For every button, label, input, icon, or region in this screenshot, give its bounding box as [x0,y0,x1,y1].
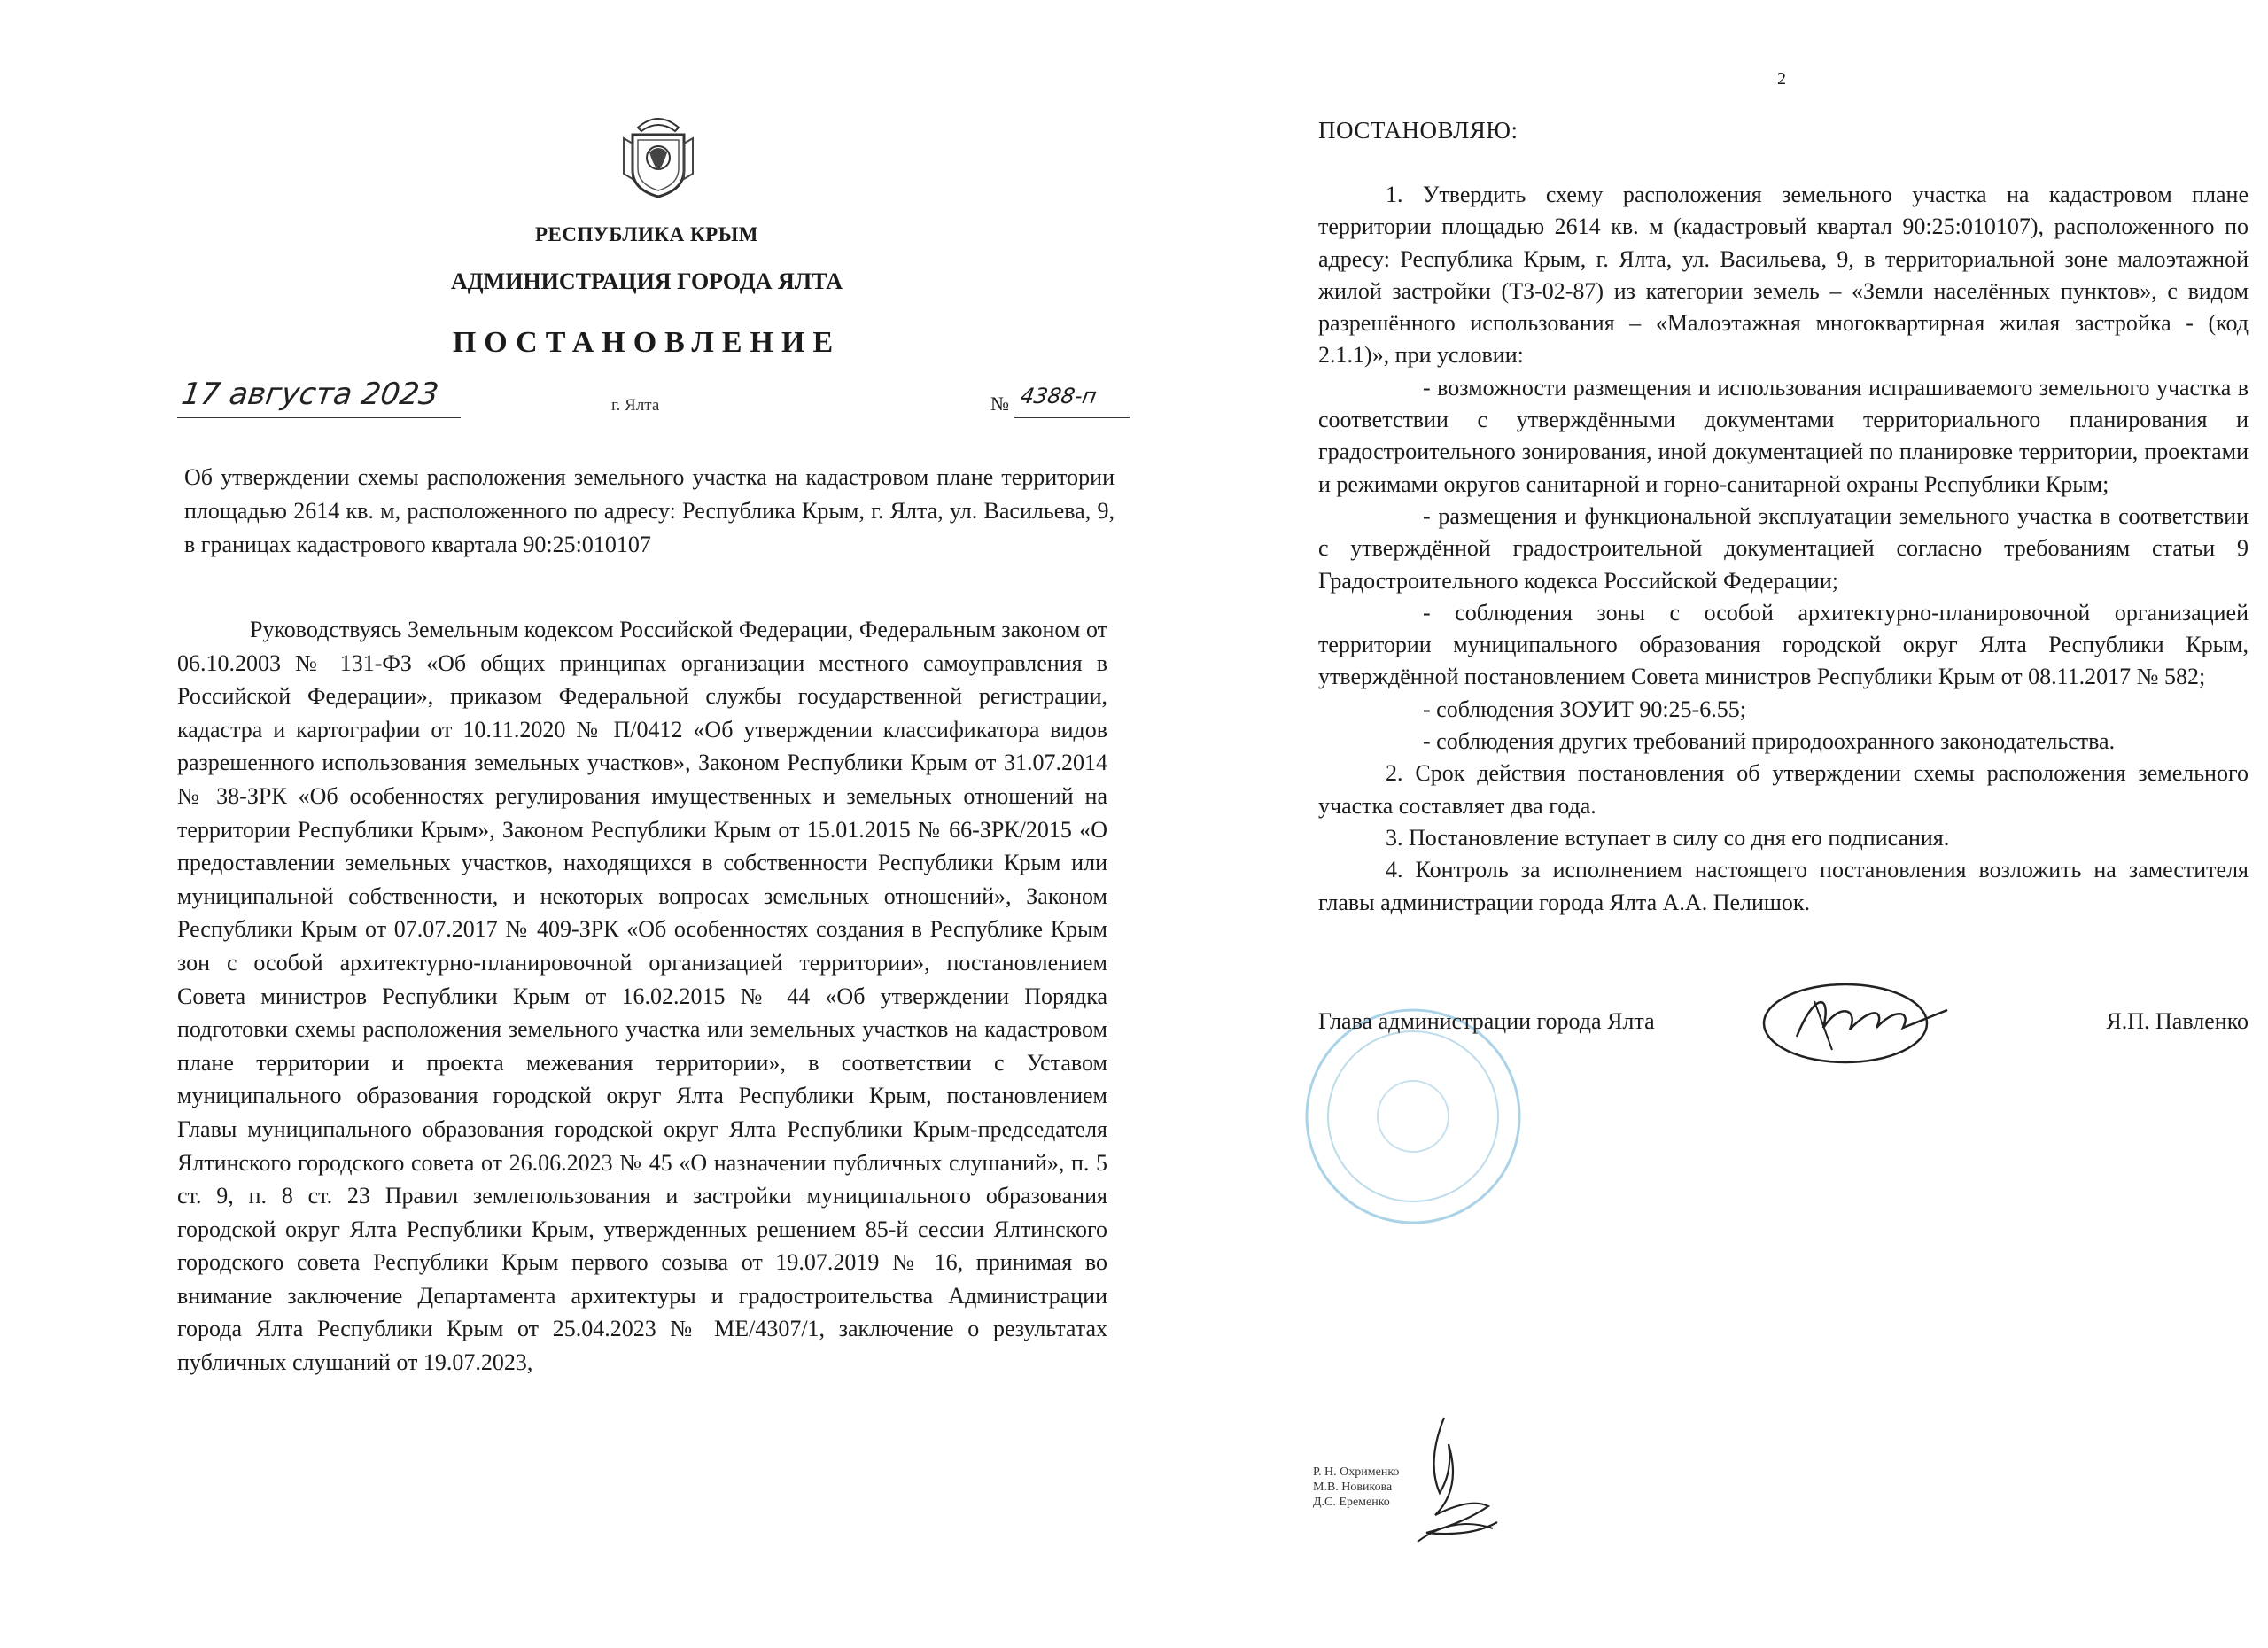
handwritten-date: 17 августа 2023 [179,377,441,412]
clause-1-condition: - соблюдения зоны с особой архитектурно-планировочной организацией территории муниципального образования городской округ Ялта Республики Крым, утверждённой постановлением Совета министров Республики Крым от 08.11.2017 № 582; [1318,599,2249,690]
date-number-row [0,377,1134,430]
resolution-clauses [1318,179,2249,919]
resolve-heading: ПОСТАНОВЛЯЮ: [1318,117,1518,144]
clause-1: 1. Утвердить схему расположения земельного участка на кадастровом плане территории площадью 2614 кв. м (кадастровый квартал 90:25:010107), расположенного по адресу: Республика Крым, г. Ялта, ул. Васильева, 9, в территориальной зоне малоэтажной жилой застройки (ТЗ-02-87) из категории земель – «Земли населённых пунктов», с видом разрешённого использования – «Малоэтажная многоквартирная жилая застройка - (код 2.1.1)», при условии: [1318,182,2249,369]
executor-name: М.В. Новикова [1313,1481,1393,1494]
executors-list [1313,1465,1399,1510]
number-underline [1014,417,1130,418]
approval-scribble [1409,1409,1506,1551]
clause-1-condition: - соблюдения других требований природоохранного законодательства. [1423,728,2116,755]
signer-name: Я.П. Павленко [2106,1008,2249,1034]
preamble-paragraph: Руководствуясь Земельным кодексом Российской Федерации, Федеральным законом от 06.10.2003 № 131-ФЗ «Об общих принципах организации местного самоуправления в Российской Федерации», приказом Федеральной службы государственной регистрации, кадастра и картографии от 10.11.2020 № П/0412 «Об утверждении классификатора видов разрешенного использования земельных участков», Законом Республики Крым от 31.07.2014 № 38-ЗРК «Об особенностях регулирования имущественных и земельных отношений на территории Республики Крым», Законом Республики Крым от 15.01.2015 № 66-ЗРК/2015 «О предоставлении земельных участков, находящихся в собственности Республики Крым или муниципальной собственности, и некоторых вопросах земельных отношений», Законом Республики Крым от 07.07.2017 № 409-ЗРК «Об особенностях создания в Республике Крым зон с особой архитектурно-планировочной организацией территории», постановлением Совета министров Республики Крым от 16.02.2015 № 44 «Об утверждении Порядка подготовки схемы расположения земельного участка или земельных участков на кадастровом плане территории и проекта межевания территории», в соответствии с Уставом муниципального образования городской округ Ялта Республики Крым, постановлением Главы муниципального образования городской округ Ялта Республики Крым-председателя Ялтинского городского совета от 26.06.2023 № 45 «О назначении публичных слушаний», п. 5 ст. 9, п. 8 ст. 23 Правил землепользования и застройки муниципального образования городской округ Ялта Республики Крым, утвержденных решением 85-й сессии Ялтинского городского совета Республики Крым первого созыва от 19.07.2019 № 16, принимая во внимание заключение Департамента архитектуры и градостроительства Администрации города Ялта Республики Крым от 25.04.2023 № МЕ/4307/1, заключение о результатах публичных слушаний от 19.07.2023, [177,617,1107,1376]
clause-3: 3. Постановление вступает в силу со дня его подписания. [1386,824,1950,851]
republic-title: РЕСПУБЛИКА КРЫМ [535,223,758,245]
number-sign: № [990,393,1009,415]
handwritten-doc-number: 4388-п [1018,384,1099,408]
clause-2: 2. Срок действия постановления об утверждении схемы расположения земельного участка составляет два года. [1318,760,2249,819]
clause-1-condition: - возможности размещения и использования испрашиваемого земельного участка в соответствии с утверждёнными документами территориального планирования и градостроительного зонирования, иной документацией по планировке территории, проектами и режимами округов санитарной и горно-санитарной охраны Республики Крым; [1318,374,2249,497]
administration-title: АДМИНИСТРАЦИЯ ГОРОДА ЯЛТА [451,268,843,294]
handwritten-signature [1761,975,1956,1072]
clause-1-condition: - размещения и функциональной эксплуатации земельного участка в соответствии с утверждённой градостроительной документацией согласно требованиям статьи 9 Градостроительного кодекса Российской Федерации; [1318,502,2249,594]
signature-block [1318,975,2249,1099]
executor-name: Р. Н. Охрименко [1313,1465,1400,1479]
clause-1-condition: - соблюдения ЗОУИТ 90:25-6.55; [1423,696,1746,722]
document-type-title: ПОСТАНОВЛЕНИЕ [452,326,842,359]
signer-position: Глава администрации города Ялта [1318,1008,1655,1034]
date-underline [177,417,461,418]
document-subject: Об утверждении схемы расположения земельного участка на кадастровом плане территории площадью 2614 кв. м, расположенного по адресу: Республика Крым, г. Ялта, ул. Васильева, 9, в границах кадастрового квартала 90:25:010107 [184,464,1115,557]
city-label: г. Ялта [611,396,660,415]
page-number: 2 [1777,69,1786,89]
clause-4: 4. Контроль за исполнением настоящего постановления возложить на заместителя главы администрации города Ялта А.А. Пелишок. [1318,857,2249,915]
executor-name: Д.С. Еременко [1313,1496,1390,1509]
crimea-coat-of-arms-icon [620,108,696,198]
